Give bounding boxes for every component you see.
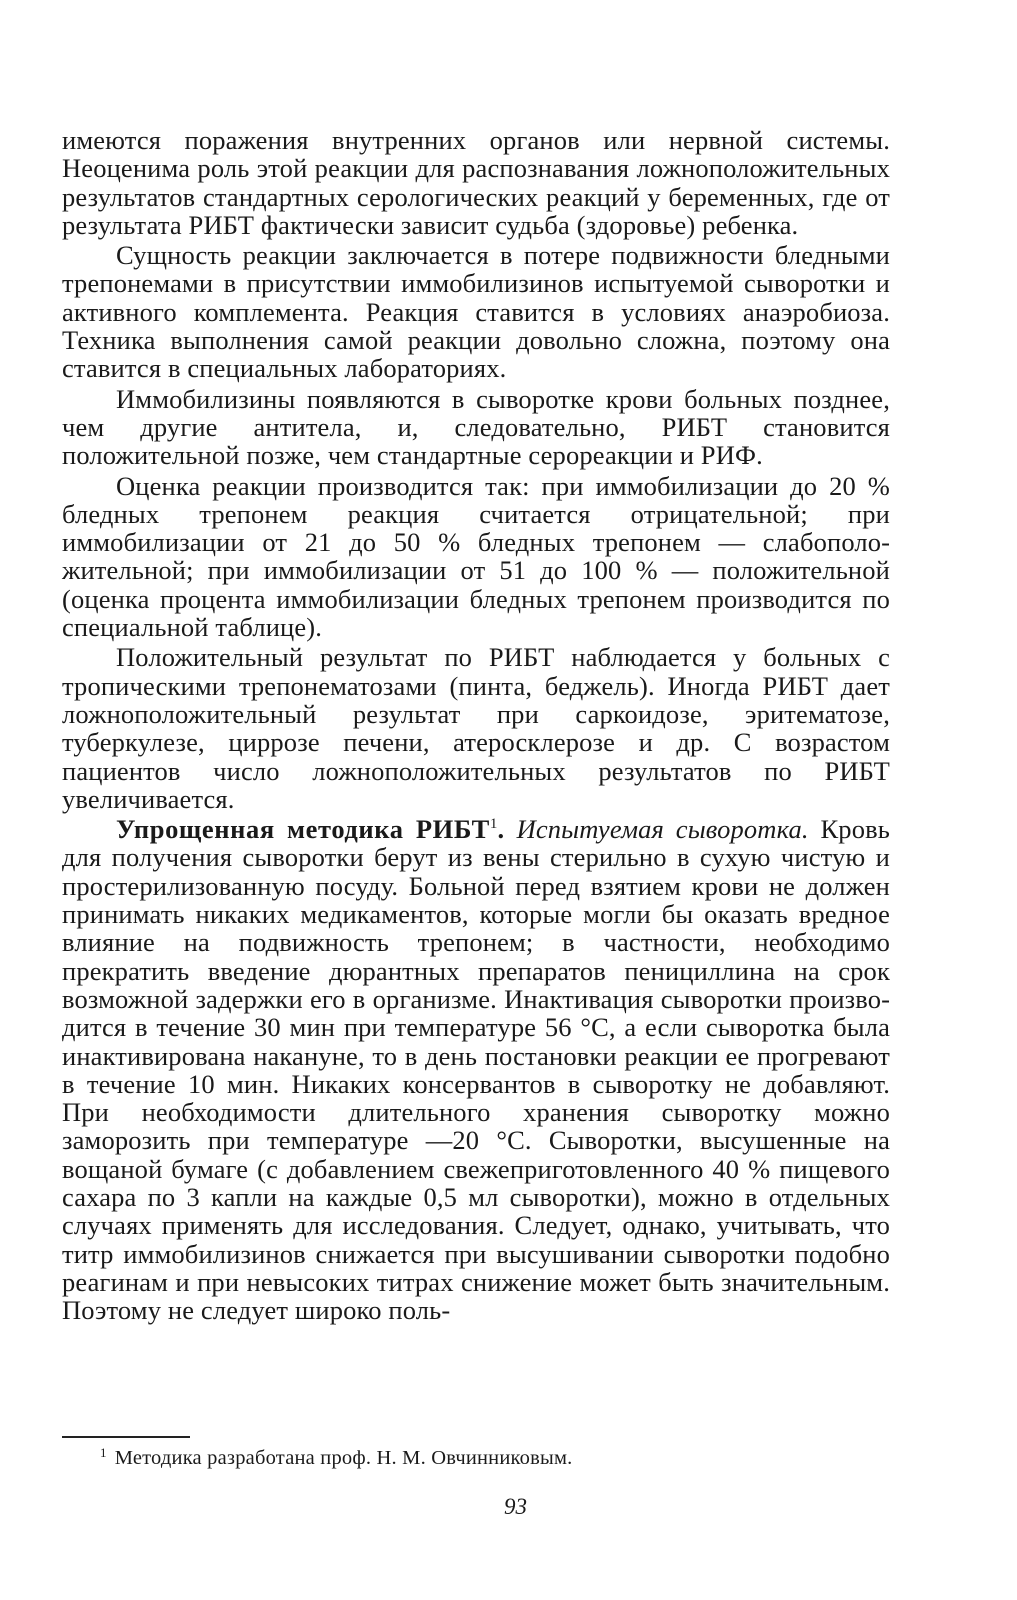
paragraph-3: Иммобилизины появляются в сыворотке крови больных позднее, чем другие антитела, и, следовательно, РИБТ становится положительной позже, чем стандартные серореакции и РИФ.	[62, 383, 890, 471]
paragraph-4: Оценка реакции производится так: при иммобилизации до 20 % бледных трепонем реакция считается отрицательной; при иммобилизации от 21 до 50 % бледных трепонем — слабоположительной; при иммобилизации от 51 до 100 % — положительной (оценка процента иммобилизации бледных трепонем производится по специальной таблице).	[62, 470, 890, 643]
paragraph-6	[62, 815, 890, 1324]
footnote-mark: 1	[100, 1445, 107, 1460]
footnote-reference[interactable]: 1	[489, 816, 498, 833]
paragraph-2: Сущность реакции заключается в потере подвижности бледными трепонемами в присутствии иммобилизинов испытуемой сыворотки и активного комплемента. Реакция ставится в условиях анаэробиоза. Техника выполнения самой реакции довольно сложна, поэтому она ставится в специальных лабораториях.	[62, 240, 890, 384]
paragraph-5: Положительный результат по РИБТ наблюдается у больных с тропическими трепонематозами (пинта, беджель). Иногда РИБТ дает ложноположительный результат при саркоидозе, эритематозе, туберкулезе, циррозе печени, атеросклерозе и др. С возрастом пациентов число ложноположительных результатов по РИБТ увеличивается.	[62, 642, 890, 814]
paragraph-6-text: Кровь для получения сыворотки берут из вены стерильно в сухую чистую и простерилизованную посуду. Больной перед взятием крови не должен принимать никаких медикаментов, которые могли бы оказать вредное влияние на подвижность трепонем; в частности, необходимо прекратить введение дюрантных препаратов пенициллина на срок возможной задержки его в организме. Инактивация сыворотки производится в течение 30 мин при температуре 56 °С, а если сыворотка была инактивирована накануне, то в день постановки реакции ее прогревают в течение 10 мин. Никаких консервантов в сыворотку не добавляют. При необходимости длительного хранения сыворотку можно заморозить при температуре —20 °С. Сыворотки, высушенные на вощаной бумаге (с добавлением свежеприготовленного 40 % пищевого сахара по 3 капли на каждые 0,5 мл сыворотки), можно в отдельных случаях применять для исследования. Следует, однако, учитывать, что титр иммобилизинов снижается при высушивании сыворотки подобно реагинам и при невысоких титрах снижение может быть значительным. Поэтому не следует широко поль-	[62, 814, 890, 1326]
subsection-heading: Испытуемая сыворотка.	[516, 814, 809, 845]
page-number: 93	[504, 1494, 527, 1519]
footnote	[100, 1446, 572, 1470]
section-heading: Упрощенная методика РИБТ	[116, 814, 490, 845]
footnote-divider	[62, 1436, 190, 1438]
page-body	[62, 126, 890, 1324]
section-heading-period: .	[497, 814, 505, 845]
paragraph-1: имеются поражения внутренних органов или нервной системы. Неоценима роль этой реакции для распознавания ложноположительных результатов стандартных серологических реакций у беременных, где от результата РИБТ фактически зависит судьба (здоровье) ребенка.	[62, 125, 890, 240]
footnote-text: Методика разработана проф. Н. М. Овчинниковым.	[114, 1447, 573, 1469]
